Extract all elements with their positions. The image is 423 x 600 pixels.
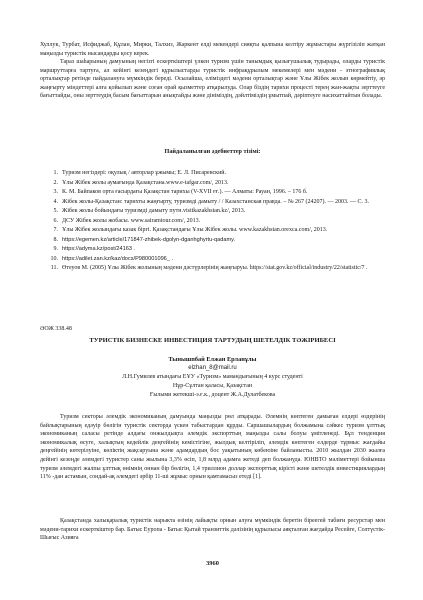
reference-link[interactable]: https://egemen.kz/article/171847-zhibek-dgolyn-dganhghyrtu-qadamy. [62, 236, 236, 243]
reference-item [40, 236, 385, 246]
reference-text: Жібек жолы-Қазақстан: тарихты жаңғырту, туризмді дамыту / / Казахстанская правда. – № 267 (24207). — 2003. — С. 3. [62, 198, 370, 205]
reference-item [40, 179, 385, 189]
article-paragraph-2: Қазақстанда халықаралық туристік нарыкта өзінің лайықты орнын алуға мүмкіндік беретін біреегей табиғи ресурстар мен мәдени-тарихи ескерткіштер бар. Батыс Еуропа - Батыс Қытай транзиттік дәлізінің құрылысы аяқталған жағдайда Ресейге, Солтүстік-Шығыс Азияға [40, 518, 385, 542]
references-list [40, 169, 385, 274]
author-affiliation: Л.Н.Гумилев атындағы ЕҰУ «Туризм» мамандығының 4 курс студенті [122, 374, 303, 380]
reference-text: Ұлы Жібек жолындағы казак біргі. Қазақстандағы Ұлы Жібек жолы. www.kazakhstan.orexca.com/, 2013. [62, 227, 328, 233]
reference-text: Жібек жолы бойындағы туризмді дамыту путн.visitkazakhstan.kz/, 2013. [62, 208, 246, 214]
reference-number: 3. [53, 189, 58, 195]
reference-text: Туризм негіздері: оқулық / авторлар ұжымы; Е. Л. Писаревский. [62, 170, 227, 176]
reference-text: Ұлы Жібек жолы аумағында Қазақстана.www.e-tafgar.com/, 2013. [62, 179, 229, 186]
reference-item [40, 198, 385, 208]
reference-item [40, 264, 385, 274]
reference-text: К. М. Байпаков орта ғасырдағы Қазақстан тарихы (V-XVII ғғ.). — Алматы: Рауан, 1996. – 176 б. [62, 189, 308, 195]
reference-item [40, 169, 385, 179]
reference-text: Өтеуов М. (2005) Ұлы Жібек жолының мәдени дәстүрлерінің жаңғыруы. https://stat.gov.kz/official/industry/22/statistic/7 . [62, 265, 368, 271]
reference-number: 8. [53, 236, 58, 243]
intro-paragraph-1: Хуллук, Турбат, Исфиджаб, Құлан, Мирки, Талхиз, Жаркент елді мекендері сияқты қалпына келтіру жұмыстары жүргізіліп жатқан маңызды туристік нысандарды қосу керек. [40, 42, 385, 57]
reference-number: 1. [53, 170, 58, 176]
reference-item [40, 226, 385, 236]
article-title: ТУРИСТІК БИЗНЕСКЕ ИНВЕСТИЦИЯ ТАРТУДЫҢ ШЕТЕЛДІК ТӘЖІРИБЕСІ [89, 337, 336, 344]
intro-paragraph-2: Тараз шаһарының дамуының негізгі ескерткіштері үлкен туризм үшін танымдық қызығушылық тудырады, оларды туристік маршруттарға тартуға, ал кейінгі кезеңдегі құрылыстарды туристік инфрақұрылым мекемелері мен мәдени - этнографиялық орталықтар ретінде пайдалануға мүмкіндік береді. Осылайша, еліміздегі мәдени орталықтар және Ұлы Жібек жолын көрмейтіу, әр жаңғырту міндеттері алға қойылып және соған орай қызметтер атқарылуда. Олар біздің тарихи процесті терең жан-жақты зерттеуге бағыттайды, оны зерттеудің басым бағыттарын анықтайды және дініміздің, дәйлтіміздің ұмытпай, дәріптеуге насихаттайтын болады. [40, 59, 385, 100]
reference-link[interactable]: https://adilet.zan.kz/kaz/docs/P980001096_ . [62, 255, 174, 262]
reference-item [40, 217, 385, 227]
reference-number: 4. [53, 198, 58, 205]
udc-code: ӘОЖ 338.48 [40, 326, 72, 332]
reference-item [40, 188, 385, 198]
page-number: 3960 [206, 560, 219, 567]
scientific-advisor: Ғылыми жетекші-э.ғ.к., доцент Ж.А.Дулатбекова [149, 392, 276, 398]
author-city: Нұр-Сұлтан қаласы, Қазақстан [172, 383, 253, 389]
author-name: Тынышпбай Елжан Ерланұлы [168, 356, 257, 363]
reference-text: ДСУ Жібек жолы жобасы. www.sairamtour.com/, 2013. [62, 217, 201, 224]
reference-number: 9. [53, 246, 58, 252]
reference-number: 2. [53, 179, 58, 186]
reference-number: 6. [53, 217, 58, 224]
reference-item [40, 245, 385, 255]
reference-number: 5. [53, 208, 58, 214]
reference-item [40, 255, 385, 265]
article-paragraph-1: Туризм секторы әлемдік экономиканың дамуында маңызды рөл атқарады. Әлемнің көптеген дамыған елдері өздерінің байлықтарының едәуір бөлігін туристік секторда үскен табыстардан құрды. Саршашылардың болжамына сәйкес туризм ұлттық экономиканың саласы ретінде алдағы онжылдықта әлемдік экспорттың маңызды салы болуы ұмітленеді. Бұл тенденция экономикалық өсуге, халықтың кедейлік деңгейінің кемістігіне, жылдық келтіріліп, әлемдік көптеген елдерде тұрмыс жағдайы деңгейінің көтерілуіне, көліктің жақсаруына және адамдардың бос уақытының көбеюіне байланысты. 2010 жылдан 2030 жылға дейінгі кезеңде әлемдегі туристер саны жылына 3,3% өсіп, 1,8 млрд адамға жетеді деп болжануда. ЮНВТО мәліметтері бойынша туризм әлемдегі жалпы ұлттық өнімнің оннан бір бөлігін, 1,4 триллион доллар экспорттық кірісті және шетелдік инвестициялардың 11% -дан астамын, сондай-ақ әлемдегі әрбір 11-ші жұмыс орнын қамтамасыз етеді [1]. [40, 414, 385, 481]
reference-number: 7. [53, 227, 58, 233]
reference-number: 11. [50, 265, 58, 271]
reference-item [40, 207, 385, 217]
author-email[interactable]: elzhan_8@mail.ru [188, 365, 237, 371]
reference-link[interactable]: https://adyma.kz/post/24163 . [62, 246, 136, 252]
references-title: Пайдаланылған әдебиеттер тізімі: [164, 148, 261, 155]
reference-number: 10. [50, 255, 58, 262]
